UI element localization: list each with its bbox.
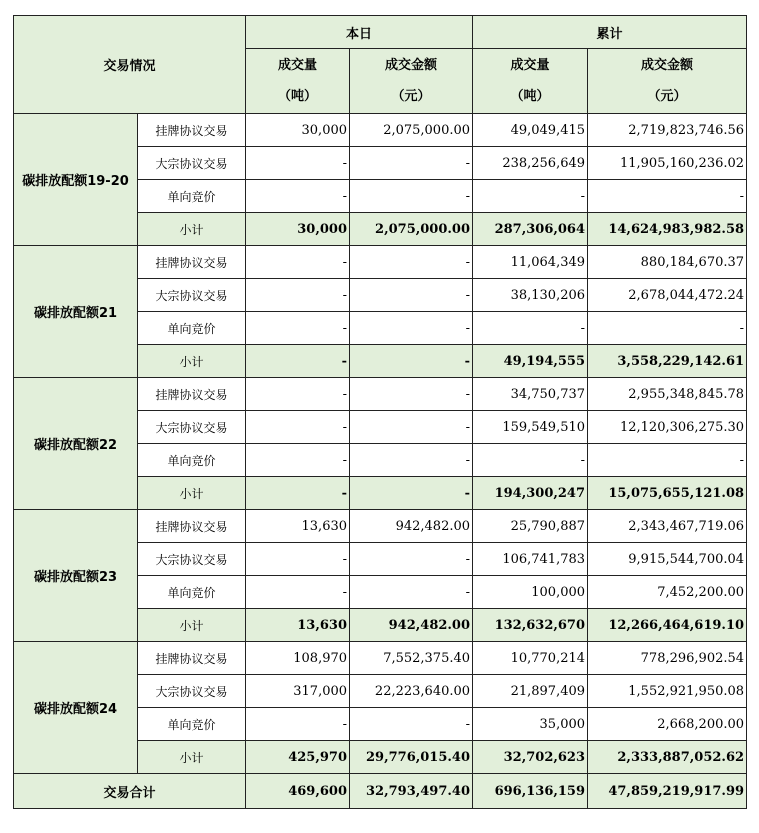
cum-volume-cell: 38,130,206 (473, 279, 588, 312)
today-volume-cell: 30,000 (246, 213, 350, 246)
today-amount-cell: - (350, 147, 473, 180)
today-amount-cell: - (350, 576, 473, 609)
trade-type: 挂牌协议交易 (138, 642, 246, 675)
today-amount-cell: - (350, 477, 473, 510)
cum-volume-cell: 106,741,783 (473, 543, 588, 576)
group-name: 碳排放配额19-20 (14, 114, 138, 246)
cum-volume-cell: 34,750,737 (473, 378, 588, 411)
today-volume-cell: - (246, 246, 350, 279)
cum-amount-cell: 2,678,044,472.24 (588, 279, 747, 312)
today-volume-cell: 425,970 (246, 741, 350, 774)
subtotal-label: 小计 (138, 609, 246, 642)
header-volume-label: 成交量 (510, 58, 550, 73)
today-volume-cell: 13,630 (246, 510, 350, 543)
today-volume-cell: 317,000 (246, 675, 350, 708)
today-volume-cell: - (246, 477, 350, 510)
header-volume-label: 成交量 (278, 58, 318, 73)
total-cum-volume-cell: 696,136,159 (473, 774, 588, 809)
cum-amount-cell: 880,184,670.37 (588, 246, 747, 279)
header-amount-label: 成交金额 (385, 58, 438, 73)
today-amount-cell: 942,482.00 (350, 510, 473, 543)
cum-volume-cell: - (473, 312, 588, 345)
cum-volume-cell: - (473, 444, 588, 477)
table-row (14, 114, 747, 147)
total-today-volume-cell: 469,600 (246, 774, 350, 809)
total-cum-amount-cell: 47,859,219,917.99 (588, 774, 747, 809)
today-amount-cell: - (350, 279, 473, 312)
cum-amount-cell: 1,552,921,950.08 (588, 675, 747, 708)
cum-amount-cell: - (588, 180, 747, 213)
header-trading-status: 交易情况 (14, 16, 246, 114)
trade-type: 大宗协议交易 (138, 279, 246, 312)
cum-amount-cell: - (588, 444, 747, 477)
cum-amount-cell: 2,719,823,746.56 (588, 114, 747, 147)
cum-amount-cell: 7,452,200.00 (588, 576, 747, 609)
trading-summary-table (13, 15, 747, 809)
today-volume-cell: - (246, 312, 350, 345)
trade-type: 大宗协议交易 (138, 147, 246, 180)
header-amount-unit: （元） (647, 89, 687, 104)
cum-volume-cell: 287,306,064 (473, 213, 588, 246)
cum-amount-cell: 15,075,655,121.08 (588, 477, 747, 510)
today-amount-cell: 942,482.00 (350, 609, 473, 642)
today-amount-cell: - (350, 543, 473, 576)
group-name: 碳排放配额22 (14, 378, 138, 510)
today-amount-cell: 29,776,015.40 (350, 741, 473, 774)
trade-type: 单向竞价 (138, 312, 246, 345)
trade-type: 单向竞价 (138, 576, 246, 609)
cum-volume-cell: 159,549,510 (473, 411, 588, 444)
subtotal-label: 小计 (138, 345, 246, 378)
table-row (14, 510, 747, 543)
header-amount-label: 成交金额 (641, 58, 694, 73)
trade-type: 挂牌协议交易 (138, 510, 246, 543)
header-cum-amount (588, 49, 747, 114)
today-amount-cell: 7,552,375.40 (350, 642, 473, 675)
today-amount-cell: - (350, 378, 473, 411)
table-body (14, 114, 747, 809)
cum-volume-cell: - (473, 180, 588, 213)
today-volume-cell: - (246, 378, 350, 411)
today-amount-cell: - (350, 246, 473, 279)
cum-amount-cell: 12,120,306,275.30 (588, 411, 747, 444)
trade-type: 大宗协议交易 (138, 675, 246, 708)
today-amount-cell: - (350, 345, 473, 378)
header-volume-unit: （吨） (510, 89, 550, 104)
today-volume-cell: - (246, 708, 350, 741)
today-volume-cell: - (246, 279, 350, 312)
header-today: 本日 (246, 16, 473, 49)
cum-volume-cell: 25,790,887 (473, 510, 588, 543)
cum-volume-cell: 11,064,349 (473, 246, 588, 279)
cum-amount-cell: 3,558,229,142.61 (588, 345, 747, 378)
trade-type: 单向竞价 (138, 180, 246, 213)
today-amount-cell: - (350, 411, 473, 444)
header-today-volume (246, 49, 350, 114)
trade-type: 挂牌协议交易 (138, 246, 246, 279)
cum-amount-cell: 2,343,467,719.06 (588, 510, 747, 543)
cum-volume-cell: 21,897,409 (473, 675, 588, 708)
cum-volume-cell: 49,194,555 (473, 345, 588, 378)
today-volume-cell: 13,630 (246, 609, 350, 642)
today-volume-cell: - (246, 576, 350, 609)
table-row (14, 642, 747, 675)
cum-volume-cell: 35,000 (473, 708, 588, 741)
cum-amount-cell: 9,915,544,700.04 (588, 543, 747, 576)
today-amount-cell: - (350, 444, 473, 477)
cum-amount-cell: 11,905,160,236.02 (588, 147, 747, 180)
today-amount-cell: - (350, 312, 473, 345)
table-row (14, 246, 747, 279)
group-name: 碳排放配额21 (14, 246, 138, 378)
today-volume-cell: - (246, 543, 350, 576)
cum-amount-cell: 12,266,464,619.10 (588, 609, 747, 642)
header-amount-unit: （元） (391, 89, 431, 104)
trade-type: 挂牌协议交易 (138, 114, 246, 147)
cum-volume-cell: 32,702,623 (473, 741, 588, 774)
group-name: 碳排放配额23 (14, 510, 138, 642)
today-volume-cell: - (246, 444, 350, 477)
today-amount-cell: - (350, 180, 473, 213)
subtotal-label: 小计 (138, 477, 246, 510)
grand-total-label: 交易合计 (14, 774, 246, 809)
header-volume-unit: （吨） (278, 89, 318, 104)
trade-type: 挂牌协议交易 (138, 378, 246, 411)
cum-amount-cell: - (588, 312, 747, 345)
total-today-amount-cell: 32,793,497.40 (350, 774, 473, 809)
header-cum-volume (473, 49, 588, 114)
trade-type: 单向竞价 (138, 708, 246, 741)
cum-amount-cell: 2,333,887,052.62 (588, 741, 747, 774)
today-volume-cell: - (246, 411, 350, 444)
cum-volume-cell: 10,770,214 (473, 642, 588, 675)
group-name: 碳排放配额24 (14, 642, 138, 774)
cum-amount-cell: 2,955,348,845.78 (588, 378, 747, 411)
cum-volume-cell: 194,300,247 (473, 477, 588, 510)
cum-volume-cell: 238,256,649 (473, 147, 588, 180)
header-today-amount (350, 49, 473, 114)
today-amount-cell: 22,223,640.00 (350, 675, 473, 708)
subtotal-label: 小计 (138, 741, 246, 774)
cum-volume-cell: 49,049,415 (473, 114, 588, 147)
today-volume-cell: 108,970 (246, 642, 350, 675)
today-volume-cell: - (246, 345, 350, 378)
today-amount-cell: 2,075,000.00 (350, 213, 473, 246)
cum-amount-cell: 2,668,200.00 (588, 708, 747, 741)
today-volume-cell: - (246, 180, 350, 213)
trade-type: 大宗协议交易 (138, 411, 246, 444)
today-volume-cell: - (246, 147, 350, 180)
cum-amount-cell: 14,624,983,982.58 (588, 213, 747, 246)
cum-amount-cell: 778,296,902.54 (588, 642, 747, 675)
cum-volume-cell: 132,632,670 (473, 609, 588, 642)
subtotal-label: 小计 (138, 213, 246, 246)
today-volume-cell: 30,000 (246, 114, 350, 147)
today-amount-cell: 2,075,000.00 (350, 114, 473, 147)
grand-total-row (14, 774, 747, 809)
table-row (14, 378, 747, 411)
trade-type: 大宗协议交易 (138, 543, 246, 576)
today-amount-cell: - (350, 708, 473, 741)
cum-volume-cell: 100,000 (473, 576, 588, 609)
trade-type: 单向竞价 (138, 444, 246, 477)
header-cumulative: 累计 (473, 16, 747, 49)
